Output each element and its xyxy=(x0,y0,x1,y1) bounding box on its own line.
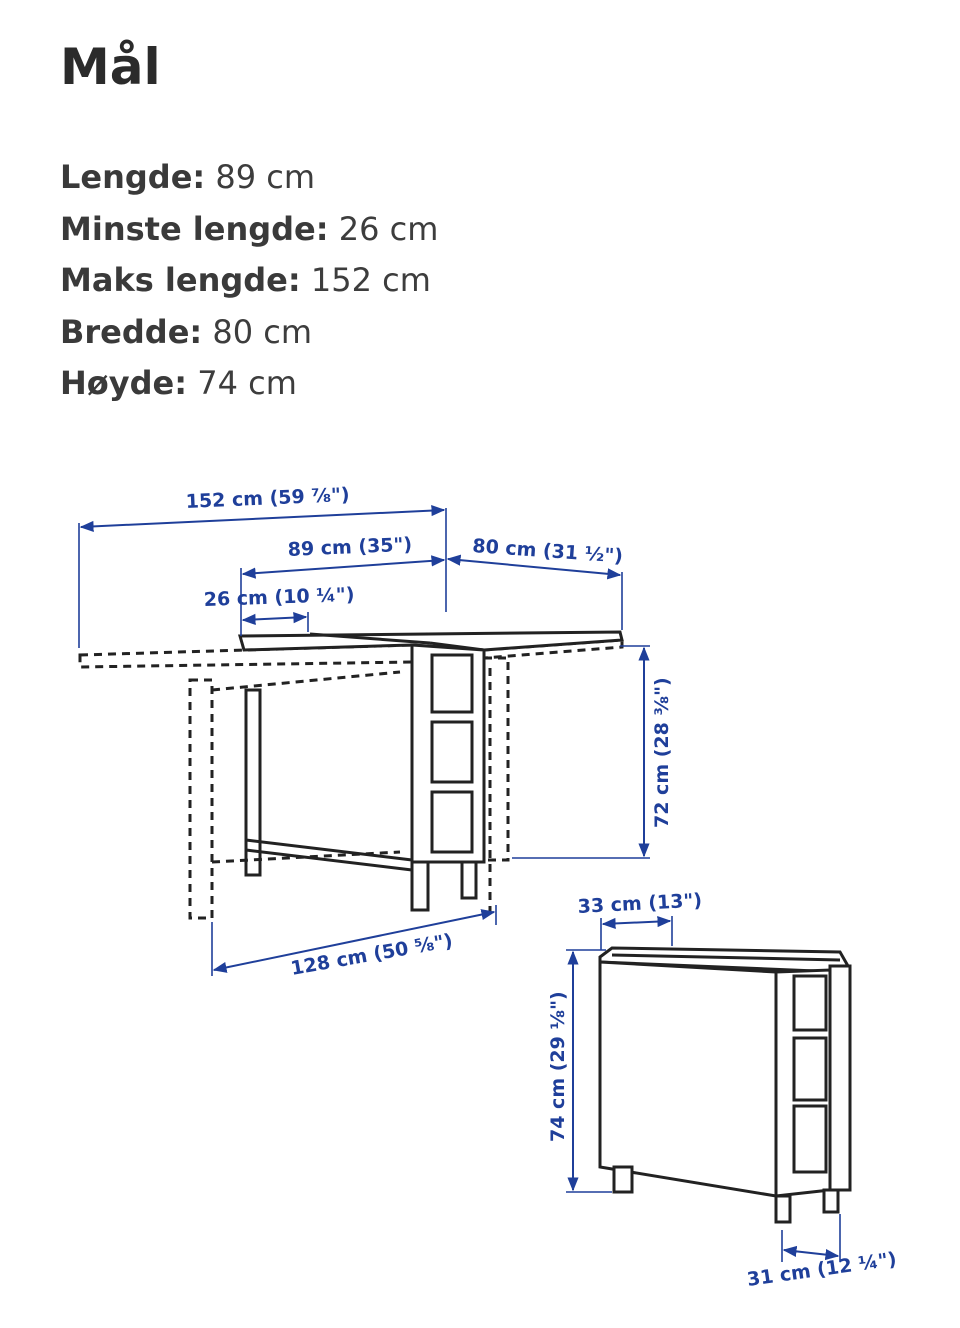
spec-label: Lengde: xyxy=(60,158,206,196)
spec-label: Maks lengde: xyxy=(60,261,301,299)
folded-table-illustration xyxy=(600,948,850,1222)
dim-min-length: 26 cm (10 ¼") xyxy=(203,583,355,611)
left-outer-leg xyxy=(190,680,212,918)
dim-leg-span: 128 cm (50 ⅝") xyxy=(289,929,455,980)
right-side-outline xyxy=(484,658,508,860)
dim-folded-depth: 31 cm (12 ¼") xyxy=(745,1248,898,1291)
folded-drawer-3 xyxy=(794,1106,826,1172)
dim-max-length: 152 cm (59 ⅞") xyxy=(185,483,351,513)
dim-folded-top: 33 cm (13") xyxy=(577,889,703,918)
spec-value: 89 cm xyxy=(215,158,316,196)
dim-folded-height: 74 cm (29 ⅛") xyxy=(547,991,569,1142)
spec-value: 26 cm xyxy=(338,209,439,248)
folded-leg-front xyxy=(776,1196,790,1222)
drawer-2 xyxy=(432,722,472,782)
folded-drawer-2 xyxy=(794,1038,826,1100)
spec-value: 152 cm xyxy=(310,261,431,299)
extended-table-illustration xyxy=(80,632,622,918)
dim-length: 89 cm (35") xyxy=(287,533,413,561)
spec-value: 74 cm xyxy=(197,364,297,402)
spec-label: Bredde: xyxy=(60,312,203,351)
page-title: Mål xyxy=(60,38,161,96)
dim-table-height: 72 cm (28 ⅜") xyxy=(651,677,673,828)
folded-leg-back xyxy=(824,1190,838,1212)
drawer-1 xyxy=(432,655,472,712)
left-gate-leg xyxy=(246,690,260,875)
cabinet-leg-back xyxy=(462,862,476,898)
drawer-3 xyxy=(432,792,472,852)
folded-left-leaf xyxy=(600,962,776,1196)
spec-value: 80 cm xyxy=(212,312,313,351)
spec-label: Høyde: xyxy=(60,364,188,402)
spec-label: Minste lengde: xyxy=(60,209,329,248)
folded-foot-left xyxy=(614,1167,632,1192)
dim-width: 80 cm (31 ½") xyxy=(471,535,624,568)
cabinet-leg-front xyxy=(412,862,428,910)
folded-drawer-1 xyxy=(794,976,826,1030)
folded-right-leaf xyxy=(830,966,850,1190)
left-apron xyxy=(212,672,400,690)
